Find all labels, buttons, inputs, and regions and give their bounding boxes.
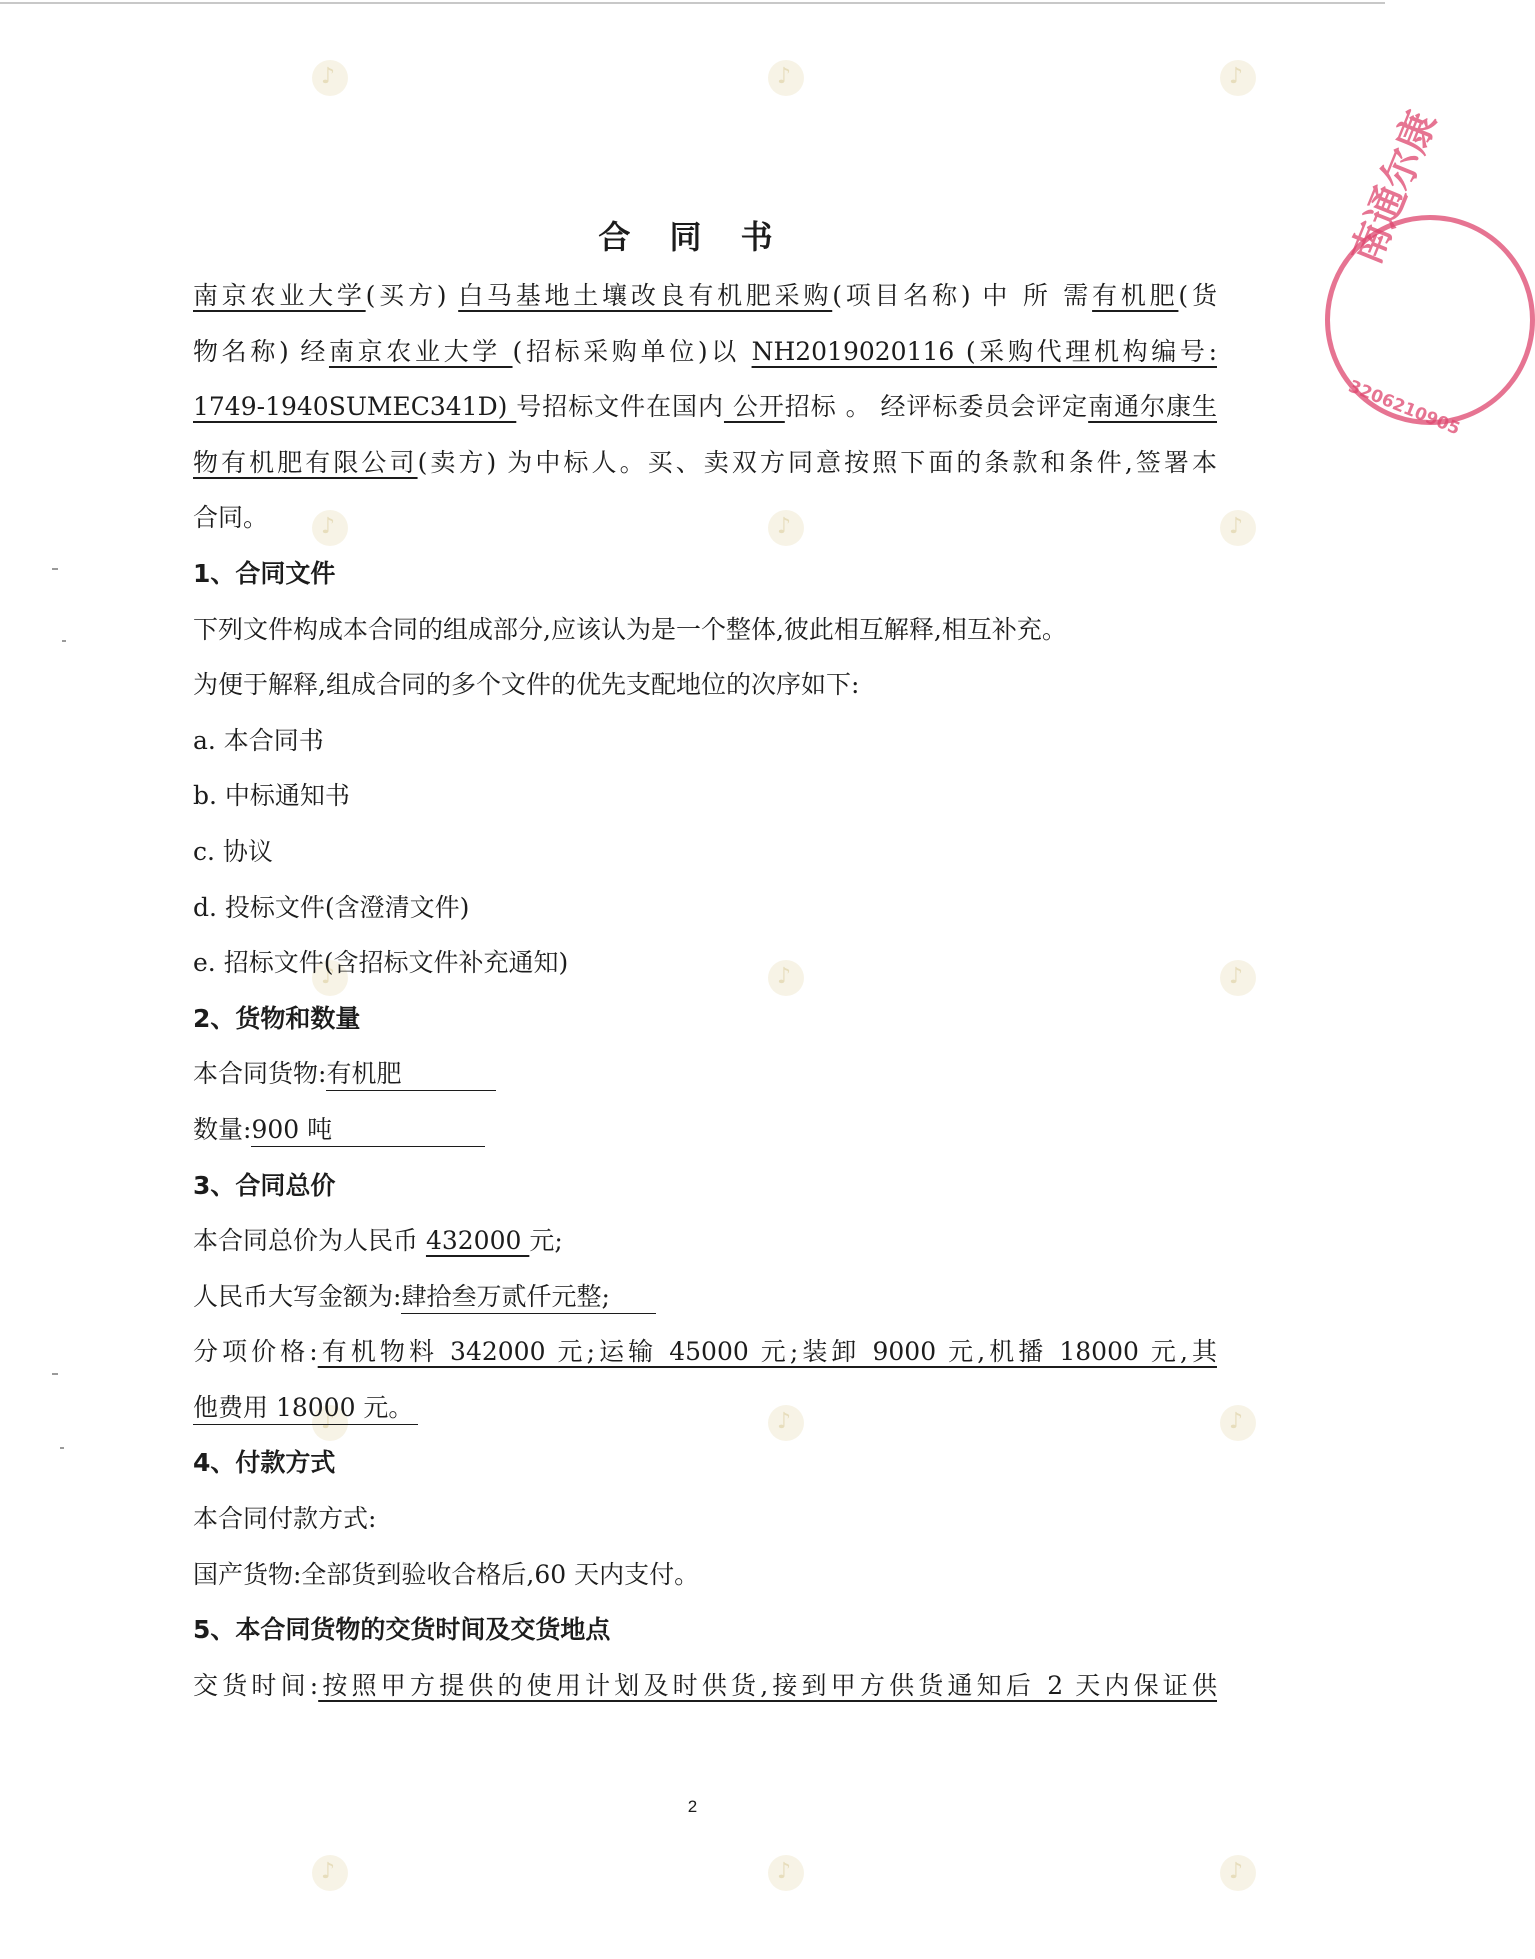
tender-number: NH2019020116 (采购代理机构编号: — [751, 336, 1217, 366]
upper-amount-value: 肆拾叁万贰仟元整; — [401, 1281, 656, 1314]
agency-name: 南京农业大学 — [328, 336, 513, 366]
section-heading: 3、合同总价 — [193, 1170, 336, 1200]
watermark-icon — [1220, 1405, 1256, 1441]
seller-name: 南通尔康生 — [1088, 392, 1217, 422]
section-heading: 5、本合同货物的交货时间及交货地点 — [193, 1615, 611, 1645]
page-number: 2 — [687, 1797, 698, 1816]
goods-line: 本合同货物:有机肥 — [193, 1046, 1217, 1102]
list-item: c. 协议 — [193, 836, 273, 866]
watermark-icon — [1220, 510, 1256, 546]
goods-value: 有机肥 — [326, 1058, 496, 1091]
intro-line: 1749-1940SUMEC341D) 号招标文件在国内 公开招标 。 经评标委员会评定南通尔康生 — [193, 392, 1217, 422]
seal-text: 南通尔康 — [1343, 105, 1446, 271]
upper-amount-line: 人民币大写金额为:肆拾叁万贰仟元整; — [193, 1269, 1217, 1325]
total-price-line: 本合同总价为人民币 432000 元; — [193, 1226, 563, 1256]
goods-name: 有机肥 — [1092, 281, 1179, 310]
document-title: 合 同 书 — [598, 218, 787, 256]
list-item: d. 投标文件(含澄清文件) — [193, 892, 470, 922]
section-heading: 2、货物和数量 — [193, 1003, 361, 1033]
list-item: b. 中标通知书 — [193, 781, 350, 811]
scan-speck — [60, 1447, 64, 1449]
watermark-icon — [312, 60, 348, 96]
intro-line: 合同。 — [193, 503, 269, 533]
document-body — [193, 268, 1217, 1713]
project-name: 白马基地土壤改良有机肥采购 — [458, 281, 833, 310]
section-heading: 4、付款方式 — [193, 1448, 336, 1478]
item-price-line — [193, 1380, 1217, 1436]
quantity-line: 数量:900 吨 — [193, 1102, 1217, 1158]
watermark-icon — [1220, 60, 1256, 96]
item-prices: 有机物料 342000 元;运输 45000 元;装卸 9000 元,机播 18000 元,其 — [317, 1337, 1217, 1367]
watermark-icon — [1220, 960, 1256, 996]
buyer-name: 南京农业大学 — [193, 281, 366, 310]
paragraph: 下列文件构成本合同的组成部分,应该认为是一个整体,彼此相互解释,相互补充。 — [193, 614, 1067, 644]
scan-speck — [62, 640, 66, 642]
paragraph: 本合同付款方式: — [193, 1504, 377, 1534]
tender-method: 公开 — [723, 392, 785, 422]
list-item: e. 招标文件(含招标文件补充通知) — [193, 948, 569, 978]
intro-line: 南京农业大学(买方) 白马基地土壤改良有机肥采购(项目名称) 中 所 需有机肥(货 — [193, 281, 1217, 310]
list-item: a. 本合同书 — [193, 725, 324, 755]
paragraph: 为便于解释,组成合同的多个文件的优先支配地位的次序如下: — [193, 670, 860, 700]
intro-line: 物名称) 经南京农业大学 (招标采购单位)以 NH2019020116 (采购代理机构编号: — [193, 336, 1217, 366]
item-price-line: 分项价格:有机物料 342000 元;运输 45000 元;装卸 9000 元,机播 18000 元,其 — [193, 1337, 1217, 1367]
scan-speck — [52, 568, 58, 570]
scan-speck — [52, 1373, 58, 1375]
quantity-value: 900 吨 — [251, 1114, 485, 1147]
delivery-time-line: 交货时间:按照甲方提供的使用计划及时供货,接到甲方供货通知后 2 天内保证供 — [193, 1670, 1217, 1700]
watermark-icon — [1220, 1855, 1256, 1891]
total-amount: 432000 — [425, 1226, 530, 1256]
delivery-time-value: 按照甲方提供的使用计划及时供货,接到甲方供货通知后 2 天内保证供 — [318, 1670, 1217, 1700]
seller-name-cont: 物有机肥有限公司 — [193, 447, 418, 477]
watermark-icon — [768, 60, 804, 96]
agency-code: 1749-1940SUMEC341D) — [193, 392, 517, 422]
paragraph: 国产货物:全部货到验收合格后,60 天内支付。 — [193, 1559, 700, 1589]
intro-line: 物有机肥有限公司(卖方) 为中标人。买、卖双方同意按照下面的条款和条件,签署本 — [193, 447, 1217, 477]
watermark-icon — [312, 1855, 348, 1891]
seal-number: 3206210905 — [1345, 376, 1463, 440]
scan-top-edge — [0, 2, 1385, 4]
watermark-icon — [768, 1855, 804, 1891]
section-heading: 1、合同文件 — [193, 558, 336, 588]
item-prices-cont: 他费用 18000 元。 — [193, 1392, 418, 1425]
